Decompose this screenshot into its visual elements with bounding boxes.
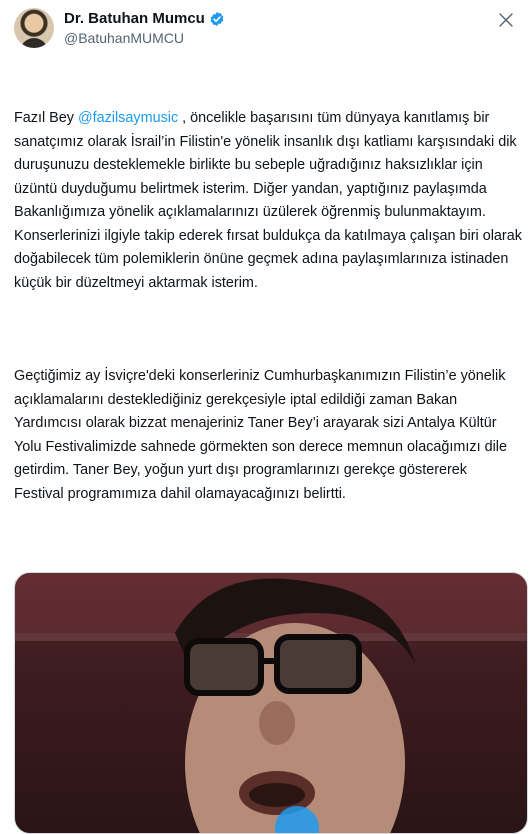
avatar-figure xyxy=(20,38,48,48)
mention-link[interactable]: @fazilsaymusic xyxy=(77,110,179,126)
tweet-media-video[interactable] xyxy=(14,572,528,834)
video-frame xyxy=(15,573,527,833)
author-name-row xyxy=(64,10,225,27)
close-button[interactable] xyxy=(494,8,518,32)
paragraph-1-body: , öncelikle başarısını tüm dünyaya kanıtlamış bir sanatçımız olarak İsrail’in Filistin'e yönelik insanlık dışı katliamı karşısındaki dik duruşunuzu desteklemekle birlikte bu sebeple uğradığınız haksızlıklar için üzüntü duyduğumu belirtmek isterim. Diğer yandan, yaptığınız paylaşımda Bakanlığımıza yönelik açıklamalarınızı üzülerek öğrenmiş bulunmaktayım. Konserlerinizi ilgiyle takip ederek fırsat buldukça da katılmaya çalışan biri olarak doğabilecek tüm polemiklerin önüne geçmek adına paylaşımlarınıza istinaden küçük bir düzeltmeyi aktarmak isterim. xyxy=(14,110,526,291)
close-icon xyxy=(499,13,513,27)
tweet-header xyxy=(14,8,518,52)
avatar[interactable] xyxy=(14,8,54,48)
paragraph-1-lead: Fazıl Bey xyxy=(14,110,78,126)
verified-badge-icon xyxy=(209,11,225,27)
tweet-paragraph-2: Geçtiğimiz ay İsviçre'deki konserleriniz Cumhurbaşkanımızın Filistin’e yönelik açıklamalarını desteklediğiniz gerekçesiyle iptal edildiği zaman Bakan Yardımcısı olarak bizzat menajeriniz Taner Bey’i arayarak sizi Antalya Kültür Yolu Festivalimizde sahnede görmekten son derece memnun olacağımızı dile getirdim. Taner Bey, yoğun yurt dışı programlarınızı gerekçe göstererek Festival programımıza dahil olamayacağınızı belirtti. xyxy=(14,368,512,502)
author-name[interactable]: Dr. Batuhan Mumcu xyxy=(64,10,205,27)
author-handle[interactable]: @BatuhanMUMCU xyxy=(64,30,185,46)
tweet-paragraph-1 xyxy=(14,107,524,295)
